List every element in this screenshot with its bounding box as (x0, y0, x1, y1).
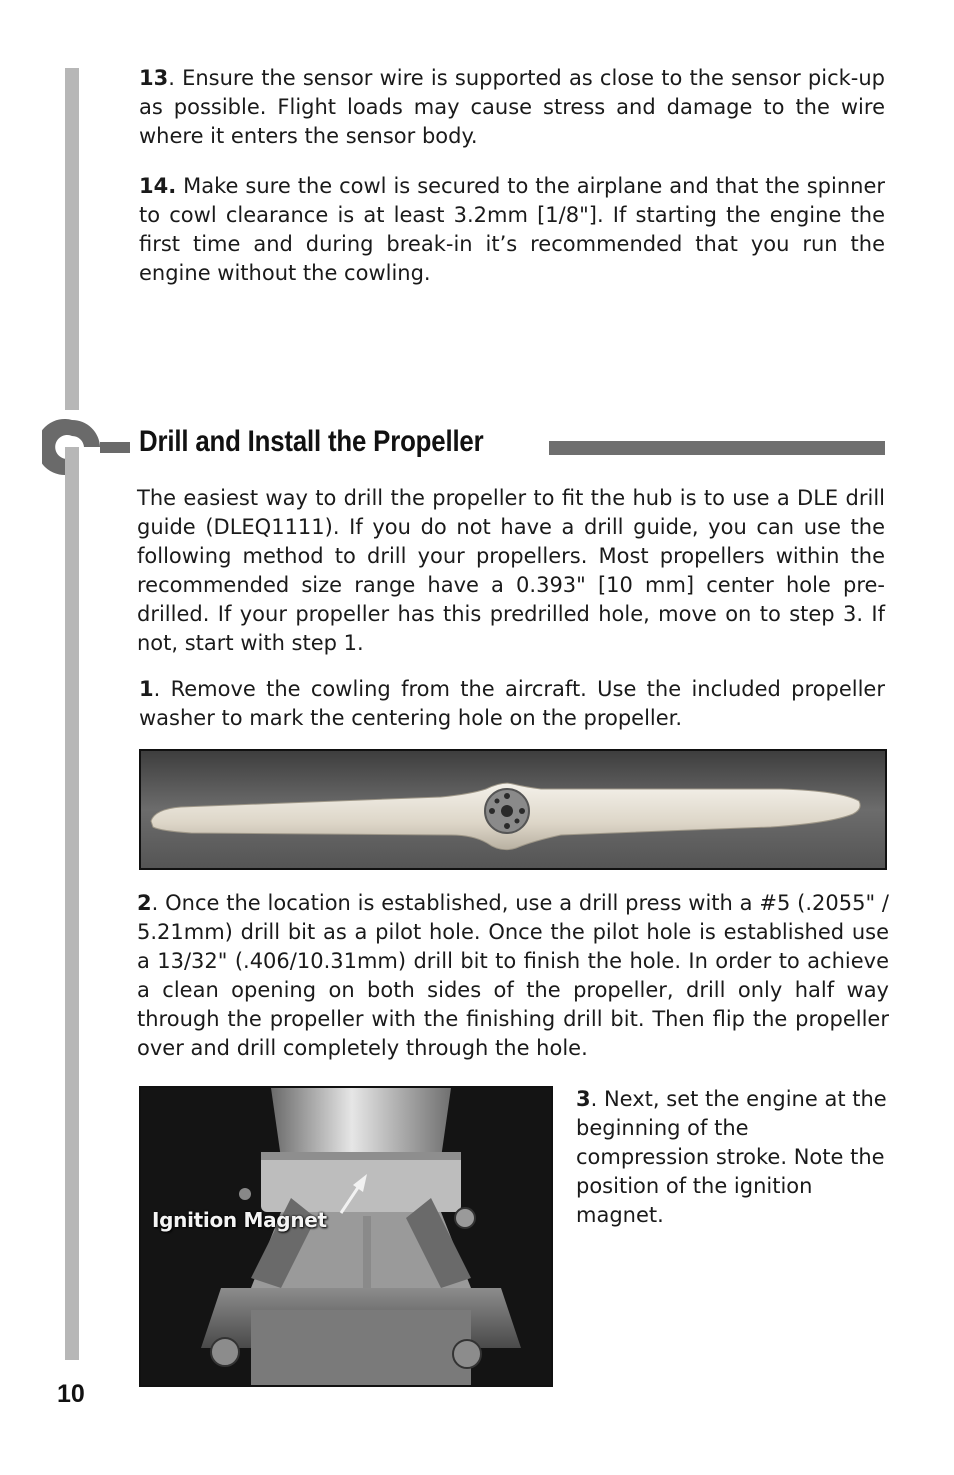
step-text: . Ensure the sensor wire is supported as close to the sensor pick-up as possible. Flight loads may cause stress and damage to the wire where it enters the sensor body. (139, 66, 885, 148)
step-14 (139, 172, 885, 288)
step-13 (139, 64, 885, 151)
section-marker-icon (42, 416, 132, 478)
ignition-magnet-label: Ignition Magnet (152, 1208, 327, 1232)
step-number: 13 (139, 66, 169, 90)
margin-bar-top (65, 68, 79, 410)
step-number: 2 (137, 891, 152, 915)
propeller-photo (139, 749, 887, 870)
step-2 (137, 889, 889, 1063)
step-text: . Remove the cowling from the aircraft. Use the included propeller washer to mark the centering hole on the propeller. (139, 677, 885, 730)
step-1 (139, 675, 885, 733)
engine-photo (139, 1086, 553, 1387)
section-title: Drill and Install the Propeller (139, 425, 484, 458)
section-intro: The easiest way to drill the propeller to fit the hub is to use a DLE drill guide (DLEQ1111). If you do not have a drill guide, you can use the following method to drill your propellers. Most propellers within the recommended size range have a 0.393" [10 mm] center hole pre-drilled. If your propeller has this predrilled hole, move on to step 3. If not, start with step 1. (137, 486, 885, 655)
page-number: 10 (57, 1380, 85, 1408)
margin-bar-bottom (65, 470, 79, 1360)
step-3 (576, 1085, 888, 1230)
heading-rule (549, 441, 885, 455)
step-text: Make sure the cowl is secured to the airplane and that the spinner to cowl clearance is at least 3.2mm [1/8"]. If starting the engine the first time and during break-in it’s recommended that you run the engine without the cowling. (139, 174, 885, 285)
step-number: 3 (576, 1087, 591, 1111)
step-number: 1 (139, 677, 154, 701)
step-text: . Once the location is established, use a drill press with a #5 (.2055" / 5.21mm) drill bit as a pilot hole. Once the pilot hole is established use a 13/32" (.406/10.31mm) drill bit to finish the hole. In order to achieve a clean opening on both sides of the propeller, drill only half way through the propeller with the finishing drill bit. Then flip the propeller over and drill completely through the hole. (137, 891, 889, 1060)
step-number: 14. (139, 174, 177, 198)
step-text: . Next, set the engine at the beginning of the compression stroke. Note the position of the ignition magnet. (576, 1087, 887, 1227)
